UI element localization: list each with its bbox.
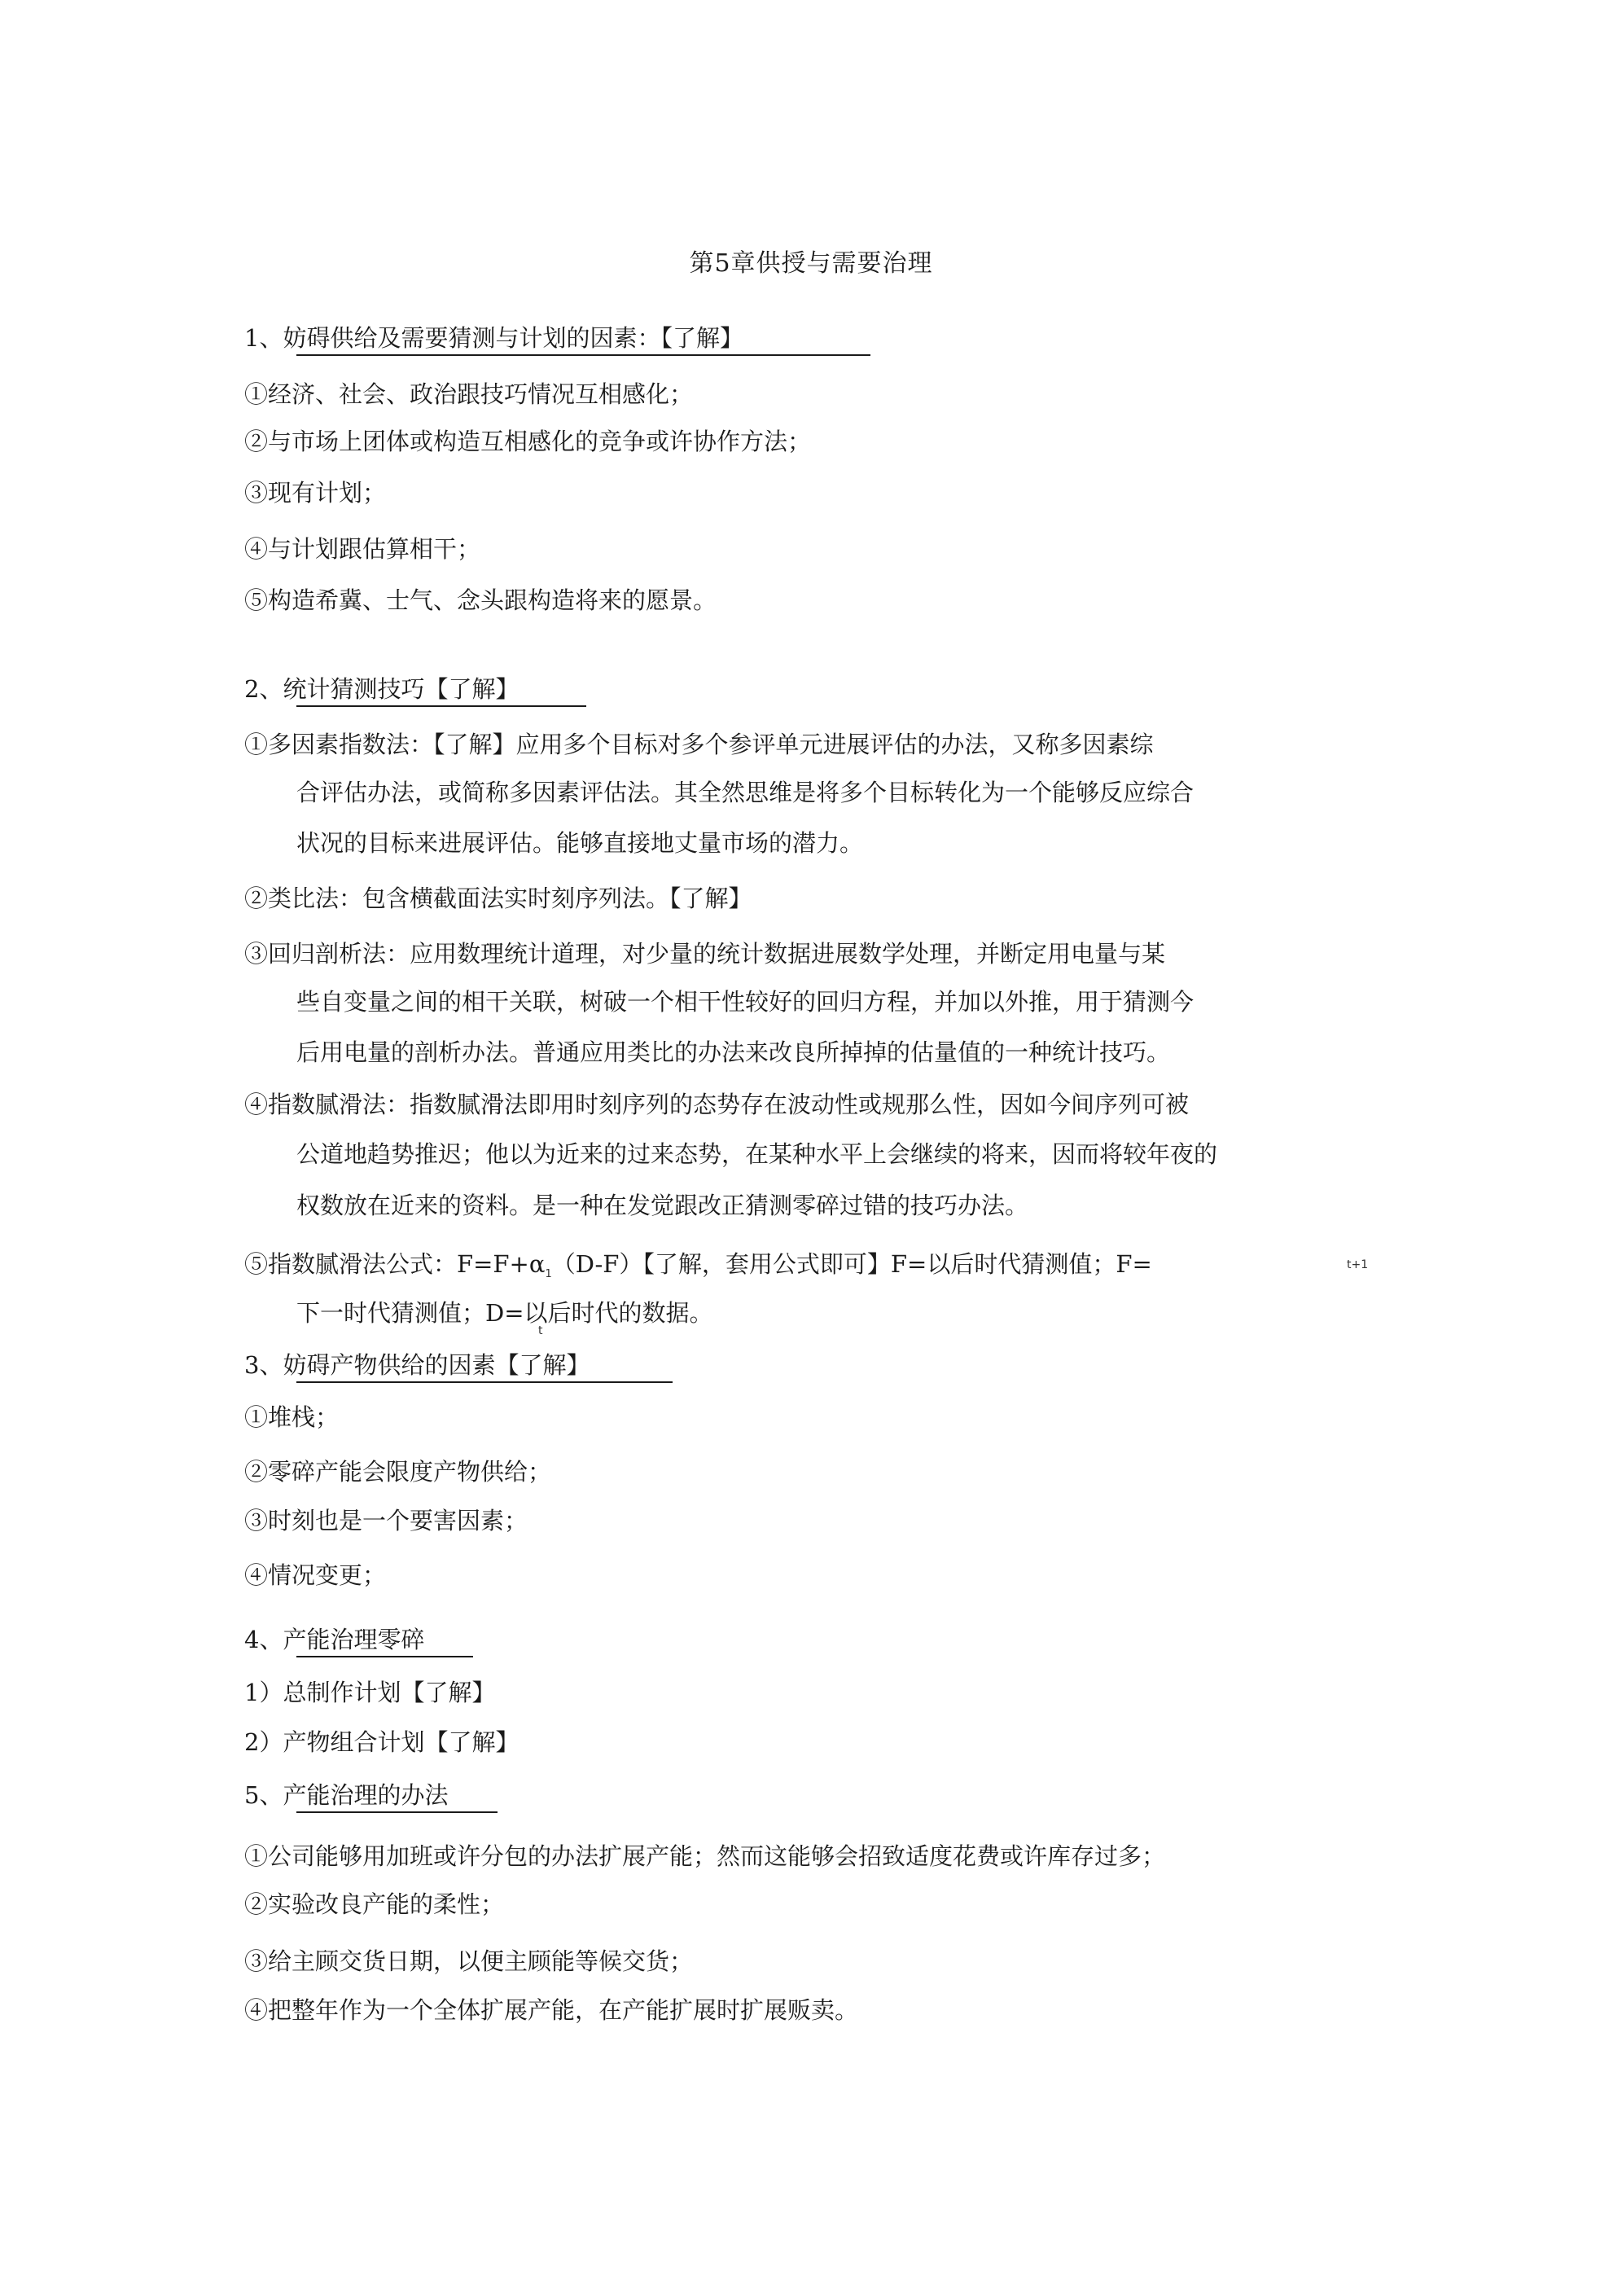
formula-line xyxy=(244,1248,1152,1286)
paragraph-line: 权数放在近来的资料。是一种在发觉跟改正猜测零碎过错的技巧办法。 xyxy=(296,1192,1029,1219)
section-heading-3-text: 3、妨碍产物供给的因素【了解】 xyxy=(244,1351,590,1379)
formula-subscript-t1: t+1 xyxy=(1347,1258,1369,1271)
heading-underline xyxy=(296,354,870,356)
section-heading-3 xyxy=(244,1349,590,1381)
list-item: ①公司能够用加班或许分包的办法扩展产能；然而这能够会招致适度花费或许库存过多； xyxy=(244,1842,1166,1870)
list-item: ①堆栈； xyxy=(244,1403,340,1431)
section-heading-4-text: 4、产能治理零碎 xyxy=(244,1626,425,1653)
heading-underline xyxy=(296,1811,498,1813)
list-item: ④与计划跟估算相干； xyxy=(244,535,481,563)
heading-underline xyxy=(296,705,586,707)
formula-subscript: 1 xyxy=(545,1268,552,1280)
section-heading-5 xyxy=(244,1779,448,1811)
list-item: ③现有计划； xyxy=(244,479,387,507)
section-heading-1 xyxy=(244,322,743,354)
list-item: ④把整年作为一个全体扩展产能，在产能扩展时扩展贩卖。 xyxy=(244,1996,859,2024)
list-item: 1）总制作计划【了解】 xyxy=(244,1679,496,1706)
heading-underline xyxy=(296,1381,673,1383)
list-item: ①经济、社会、政治跟技巧情况互相感化； xyxy=(244,380,694,408)
paragraph-line: 下一时代猜测值；D=以后时代的数据。 xyxy=(296,1299,713,1327)
list-item: ③时刻也是一个要害因素； xyxy=(244,1507,528,1534)
paragraph-line: 些自变量之间的相干关联，树破一个相干性较好的回归方程，并加以外推，用于猜测今 xyxy=(296,988,1195,1016)
paragraph-line: 状况的目标来进展评估。能够直接地丈量市场的潜力。 xyxy=(296,829,864,857)
formula-subscript-t: t xyxy=(538,1324,543,1337)
section-heading-4 xyxy=(244,1623,424,1656)
section-heading-5-text: 5、产能治理的办法 xyxy=(244,1781,449,1809)
formula-part-1: ⑤指数腻滑法公式：F=F+α xyxy=(244,1250,546,1278)
formula-part-2: （D-F）【了解，套用公式即可】F=以后时代猜测值；F= xyxy=(551,1250,1152,1278)
list-item: 2）产物组合计划【了解】 xyxy=(244,1728,519,1756)
list-item: ⑤构造希冀、士气、念头跟构造将来的愿景。 xyxy=(244,586,717,614)
paragraph-line: ①多因素指数法：【了解】应用多个目标对多个参评单元进展评估的办法，又称多因素综 xyxy=(244,731,1154,758)
heading-underline xyxy=(296,1656,473,1657)
list-item: ②实验改良产能的柔性； xyxy=(244,1890,505,1918)
section-heading-2-text: 2、统计猜测技巧【了解】 xyxy=(244,675,519,703)
section-heading-2 xyxy=(244,673,519,705)
paragraph-line: ④指数腻滑法：指数腻滑法即用时刻序列的态势存在波动性或规那么性，因如今间序列可被 xyxy=(244,1091,1190,1118)
list-item: ④情况变更； xyxy=(244,1561,387,1589)
page-title: 第5章供授与需要治理 xyxy=(689,249,933,278)
paragraph-line: 合评估办法，或简称多因素评估法。其全然思维是将多个目标转化为一个能够反应综合 xyxy=(296,779,1195,806)
paragraph-line: 公道地趋势推迟；他以为近来的过来态势，在某种水平上会继续的将来，因而将较年夜的 xyxy=(296,1140,1218,1168)
paragraph-line: 后用电量的剖析办法。普通应用类比的办法来改良所掉掉的估量值的一种统计技巧。 xyxy=(296,1038,1171,1066)
list-item: ②零碎产能会限度产物供给； xyxy=(244,1458,552,1486)
paragraph-line: ②类比法：包含横截面法实时刻序列法。【了解】 xyxy=(244,885,752,912)
list-item: ②与市场上团体或构造互相感化的竞争或许协作方法； xyxy=(244,428,812,455)
section-heading-1-text: 1、妨碍供给及需要猜测与计划的因素：【了解】 xyxy=(244,324,743,352)
list-item: ③给主顾交货日期，以便主顾能等候交货； xyxy=(244,1947,694,1975)
paragraph-line: ③回归剖析法：应用数理统计道理，对少量的统计数据进展数学处理，并断定用电量与某 xyxy=(244,940,1166,968)
